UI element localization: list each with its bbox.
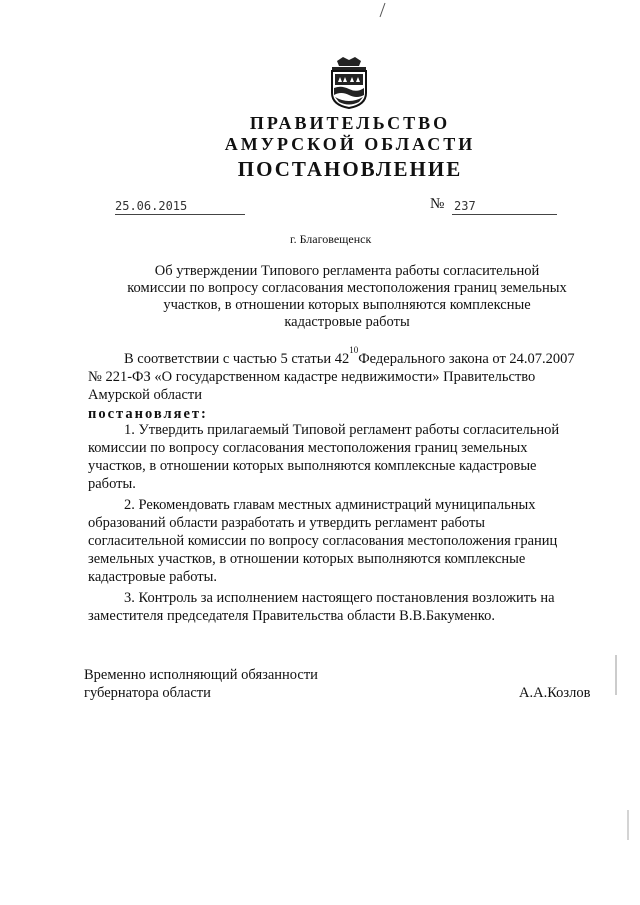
signatory-title-line: Временно исполняющий обязанности [84,667,318,683]
item-2-line: 2. Рекомендовать главам местных администраций муниципальных [124,497,536,513]
city: г. Благовещенск [290,232,372,246]
org-name-line1: ПРАВИТЕЛЬСТВО [249,113,451,133]
coat-of-arms-icon [329,55,369,109]
preamble-line: Амурской области [88,387,202,403]
document-title [92,263,602,331]
item-3-line: 3. Контроль за исполнением настоящего постановления возложить на [124,590,555,606]
scan-artifact [614,655,618,695]
item-2-line: кадастровые работы. [88,569,217,585]
item-2-line: земельных участков, в отношении которых выполняются комплексные [88,551,526,567]
preamble [88,345,606,404]
preamble-text: Федерального закона от 24.07.2007 [358,351,575,367]
preamble-line [88,345,606,368]
item-2-line: согласительной комиссии по вопросу согласования местоположения границ [88,533,558,549]
org-name-line2: АМУРСКОЙ ОБЛАСТИ [224,134,476,154]
document-number: 237 [452,198,557,215]
number-label: № [430,196,445,212]
item-1-line: 1. Утвердить прилагаемый Типовой регламент работы согласительной [124,422,560,438]
item-2-line: образований области разработать и утвердить регламент работы [88,515,486,531]
decree-word: постановляет: [88,406,208,422]
pen-mark [378,2,386,18]
title-line: Об утверждении Типового регламента работы согласительной [154,263,540,279]
item-3-line: заместителя председателя Правительства области В.В.Бакуменко. [88,608,495,624]
signatory-name: А.А.Козлов [519,685,591,701]
preamble-text: В соответствии с частью 5 статьи 42 [124,351,350,367]
document-type: ПОСТАНОВЛЕНИЕ [237,157,463,181]
document-date: 25.06.2015 [115,198,245,215]
signatory-title [84,666,318,702]
preamble-line: № 221-ФЗ «О государственном кадастре недвижимости» Правительство [88,369,536,385]
item-1-line: работы. [88,476,136,492]
title-line: участков, в отношении которых выполняются комплексные [163,297,531,313]
item-1-line: участков, в отношении которых выполняются комплексные кадастровые [88,458,537,474]
article-superscript: 10 [349,345,359,355]
title-line: кадастровые работы [284,314,410,330]
item-1-line: комиссии по вопросу согласования местоположения границ земельных [88,440,528,456]
title-line: комиссии по вопросу согласования местоположения границ земельных [127,280,567,296]
scan-artifact [626,810,630,840]
signatory-title-line: губернатора области [84,685,211,701]
decree-items [88,421,606,625]
